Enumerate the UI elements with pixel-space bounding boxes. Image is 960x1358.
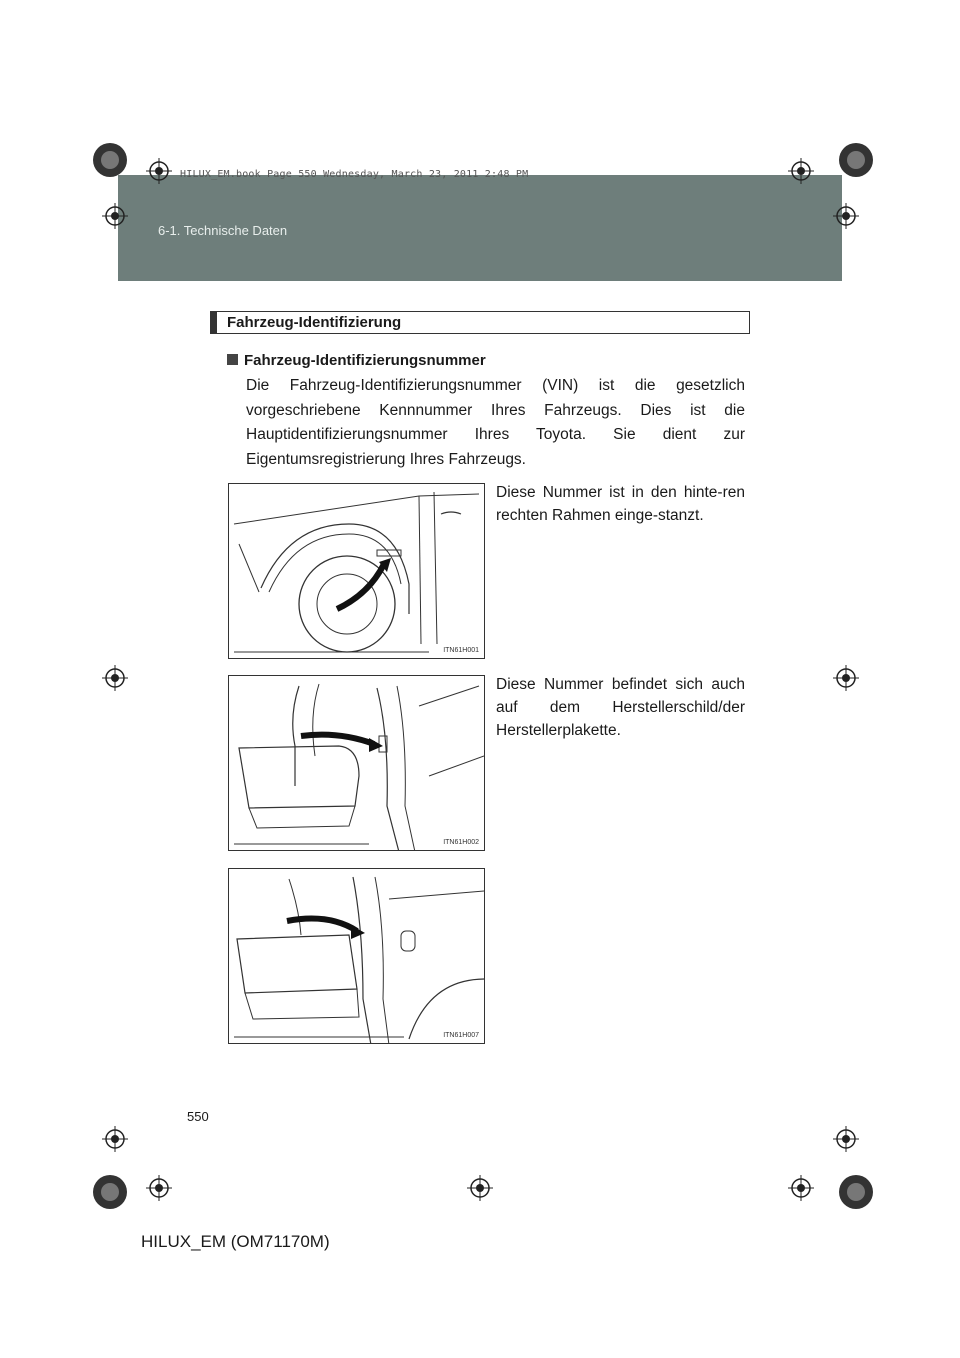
section-heading-bar: [211, 312, 217, 333]
crosshair-mark-4: [833, 203, 859, 229]
crosshair-mark-7: [102, 1126, 128, 1152]
vin-paragraph: Die Fahrzeug-Identifizierungsnummer (VIN) ist die gesetzlich vorgeschriebene Kennnummer Ihres Fahrzeugs. Dies ist die Hauptidentifizierungsnummer Ihres Toyota. Sie dient zur Eigentumsregistrierung Ihres Fahrzeugs.: [246, 377, 745, 468]
subsection-heading: [227, 352, 486, 369]
door-pillar-illustration: [229, 676, 485, 851]
header-band: [118, 175, 842, 281]
crosshair-mark-9: [146, 1175, 172, 1201]
subsection-title: Fahrzeug-Identifizierungsnummer: [244, 352, 486, 369]
figure-code: ITN61H001: [443, 647, 479, 654]
crosshair-mark-3: [102, 203, 128, 229]
crosshair-mark-8: [833, 1126, 859, 1152]
section-heading-box: [210, 311, 750, 334]
figure-rear-frame: [228, 483, 485, 659]
crosshair-mark-10: [467, 1175, 493, 1201]
rear-door-pillar-illustration: [229, 869, 485, 1044]
registration-mark-top-right: [836, 140, 876, 180]
chapter-label: 6-1. Technische Daten: [158, 223, 288, 238]
registration-mark-bottom-left: [90, 1172, 130, 1212]
figure-code: ITN61H002: [443, 839, 479, 846]
registration-mark-bottom-right: [836, 1172, 876, 1212]
registration-mark-top-left: [90, 140, 130, 180]
figure-caption: Diese Nummer befindet sich auch auf dem Herstellerschild/der Herstellerplakette.: [496, 676, 745, 739]
crosshair-mark-2: [788, 158, 814, 184]
crosshair-mark-1: [146, 158, 172, 184]
figure-code: ITN61H007: [443, 1032, 479, 1039]
print-bookline: HILUX_EM.book Page 550 Wednesday, March 23, 2011 2:48 PM: [180, 169, 529, 180]
crosshair-mark-11: [788, 1175, 814, 1201]
crosshair-mark-6: [833, 665, 859, 691]
square-bullet-icon: [227, 354, 238, 365]
crosshair-mark-5: [102, 665, 128, 691]
figure-door-pillar: [228, 675, 485, 851]
figure-rear-door-pillar: [228, 868, 485, 1044]
figure-caption: Diese Nummer ist in den hinte-ren rechten Rahmen einge-stanzt.: [496, 484, 745, 524]
rear-frame-illustration: [229, 484, 485, 659]
manual-code: HILUX_EM (OM71170M): [141, 1232, 330, 1251]
page-number: 550: [187, 1109, 209, 1124]
section-title: Fahrzeug-Identifizierung: [227, 314, 402, 331]
